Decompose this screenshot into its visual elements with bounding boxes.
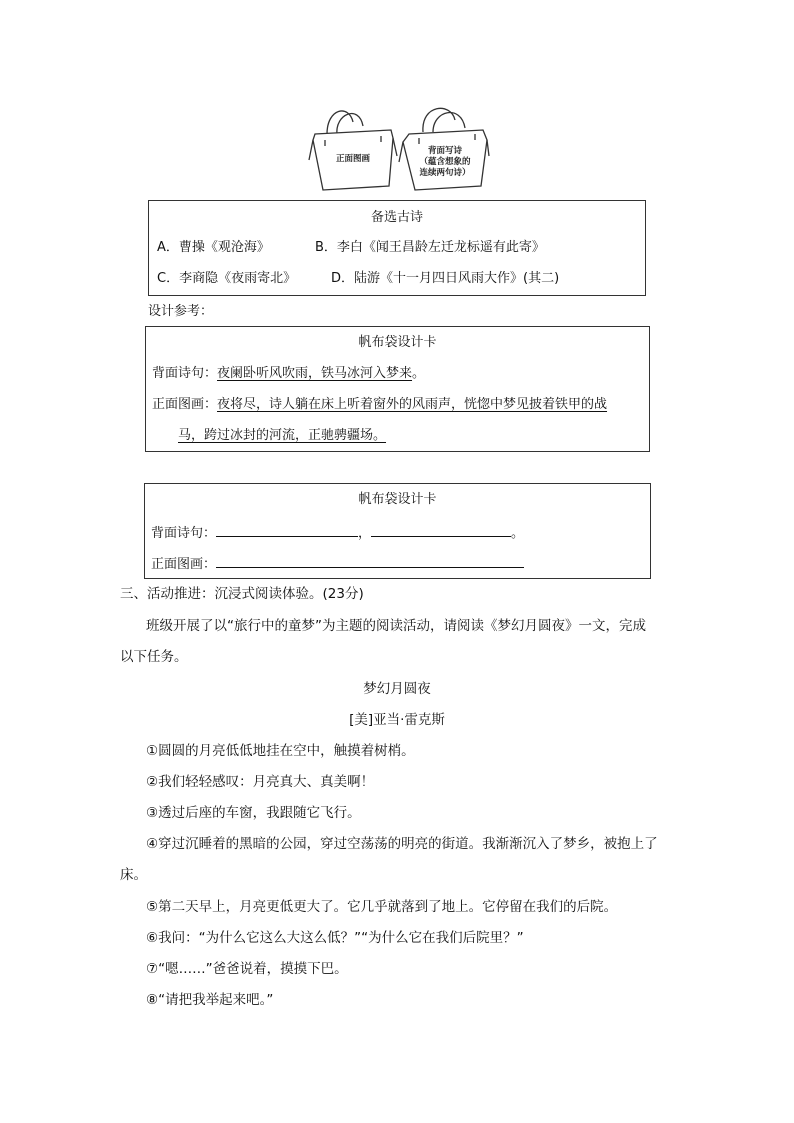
story-paragraph: ⑦“嗯……”爸爸说着，摸摸下巴。	[146, 961, 348, 977]
story-paragraph: ④穿过沉睡着的黑暗的公园，穿过空荡荡的明亮的街道。我渐渐沉入了梦乡，被抱上了	[146, 836, 658, 852]
story-paragraph: ①圆圆的月亮低低地挂在空中，触摸着树梢。	[146, 743, 415, 759]
poem-options-box	[148, 200, 646, 296]
answer-card	[144, 483, 651, 579]
back-poem-text: 夜阑卧听风吹雨，铁马冰河入梦来	[217, 366, 413, 381]
front-picture-label: 正面图画：	[152, 397, 218, 412]
section-heading: 三、活动推进：沉浸式阅读体验。(23分)	[120, 586, 364, 602]
answer-blank-picture[interactable]	[216, 553, 524, 568]
answer-front-label: 正面图画：	[151, 557, 217, 572]
bag-back-label	[409, 146, 481, 179]
bag-front-label: 正面图画	[335, 154, 370, 164]
reference-back-poem-row	[152, 365, 425, 383]
bag-back-line: （蕴含想象的	[419, 157, 471, 167]
reference-card	[145, 326, 650, 452]
design-reference-label: 设计参考：	[148, 304, 214, 319]
answer-front-row	[151, 553, 524, 574]
answer-blank-line1[interactable]	[216, 522, 358, 537]
story-paragraph-continued: 床。	[120, 867, 147, 883]
bag-back-line: 背面写诗	[427, 146, 462, 156]
story-author: [美]亚当·雷克斯	[349, 712, 445, 728]
poem-option-a: A．曹操《观沧海》	[157, 240, 270, 255]
reference-card-title: 帆布袋设计卡	[358, 335, 437, 350]
poem-option-b: B．李白《闻王昌龄左迁龙标遥有此寄》	[315, 240, 545, 255]
front-picture-text-line1: 夜将尽，诗人躺在床上听着窗外的风雨声，恍惚中梦见披着铁甲的战	[217, 397, 608, 412]
answer-blank-line2[interactable]	[371, 522, 511, 537]
poem-options-title: 备选古诗	[370, 210, 423, 225]
story-paragraph: ⑥我问：“为什么它这么大这么低？”“为什么它在我们后院里？”	[146, 930, 524, 946]
story-title: 梦幻月圆夜	[363, 681, 431, 697]
answer-comma: ，	[358, 526, 372, 541]
story-paragraph: ②我们轻轻感叹：月亮真大、真美啊！	[146, 774, 375, 790]
poem-option-c: C．李商隐《夜雨寄北》	[157, 271, 297, 286]
front-picture-text-line2: 马，跨过冰封的河流，正驰骋疆场。	[178, 428, 387, 443]
answer-card-title: 帆布袋设计卡	[358, 492, 437, 507]
story-paragraph: ③透过后座的车窗，我跟随它飞行。	[146, 805, 361, 821]
story-paragraph: ⑤第二天早上，月亮更低更大了。它几乎就落到了地上。它停留在我们的后院。	[146, 899, 618, 915]
answer-back-label: 背面诗句：	[151, 526, 217, 541]
answer-period: 。	[511, 526, 525, 541]
tote-bags-illustration	[305, 100, 490, 196]
story-paragraph: ⑧“请把我举起来吧。”	[146, 992, 274, 1008]
back-poem-end: 。	[412, 366, 426, 381]
reference-front-row	[152, 396, 607, 414]
intro-line2: 以下任务。	[120, 649, 188, 665]
answer-back-poem-row	[151, 522, 524, 543]
back-poem-label: 背面诗句：	[152, 366, 218, 381]
intro-line1: 班级开展了以“旅行中的童梦”为主题的阅读活动，请阅读《梦幻月圆夜》一文，完成	[146, 618, 646, 634]
bag-back-line: 连续两句诗）	[419, 168, 471, 178]
poem-option-d: D．陆游《十一月四日风雨大作》(其二)	[331, 271, 560, 286]
